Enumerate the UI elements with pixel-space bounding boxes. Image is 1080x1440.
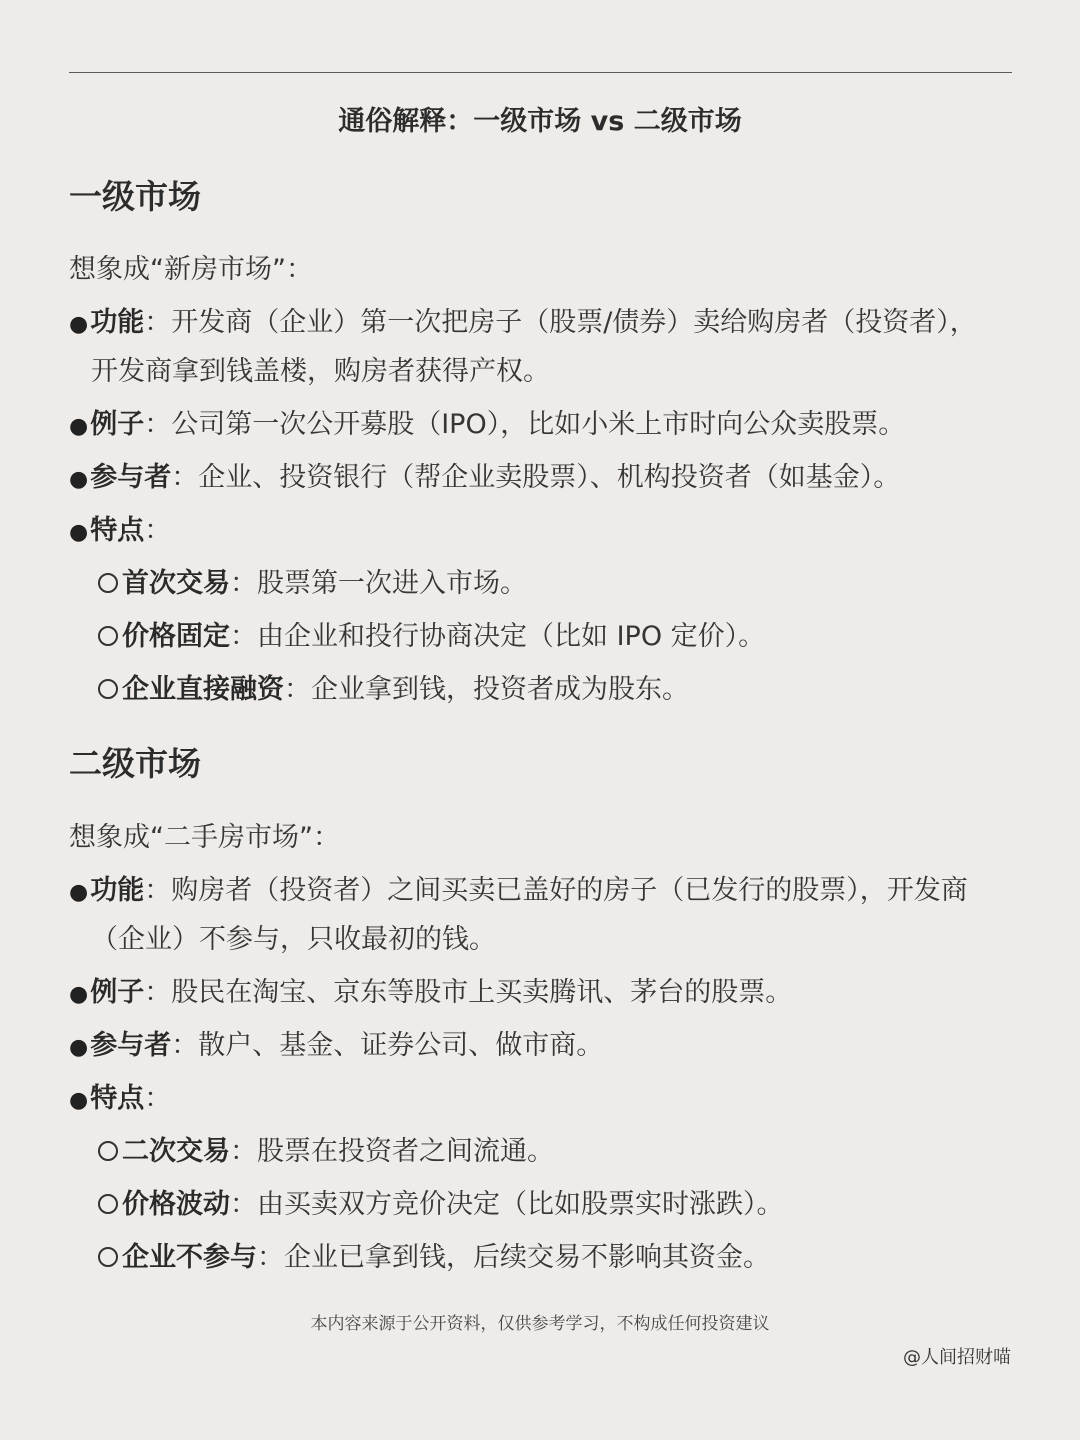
- circle-bullet-icon: [98, 1141, 118, 1161]
- feature-text: ：由企业和投行协商决定（比如 IPO 定价）。: [230, 621, 766, 652]
- bullet-icon: ●: [69, 414, 89, 439]
- bullet-icon: ●: [69, 1035, 89, 1060]
- bullet-icon: ●: [69, 1088, 89, 1113]
- feature-text: ：由买卖双方竞价决定（比如股票实时涨跌）。: [230, 1189, 784, 1220]
- secondary-example: [69, 973, 1014, 1015]
- primary-participants-label: 参与者: [90, 462, 172, 493]
- primary-feature-item: [98, 564, 1043, 604]
- secondary-function-label: 功能: [90, 875, 145, 906]
- secondary-example-text: ：股民在淘宝、京东等股市上买卖腾讯、茅台的股票。: [144, 977, 793, 1008]
- circle-bullet-icon: [98, 1247, 118, 1267]
- primary-participants-text: ：企业、投资银行（帮企业卖股票）、机构投资者（如基金）。: [171, 462, 901, 493]
- primary-market-heading: 一级市场: [69, 177, 201, 216]
- primary-participants: [69, 458, 1014, 500]
- circle-bullet-icon: [98, 1194, 118, 1214]
- feature-label: 二次交易: [122, 1136, 230, 1167]
- primary-function-continued: 开发商拿到钱盖楼，购房者获得产权。: [91, 356, 550, 387]
- circle-bullet-icon: [98, 573, 118, 593]
- secondary-features-label: 特点: [90, 1083, 145, 1114]
- feature-text: ：企业已拿到钱，后续交易不影响其资金。: [257, 1242, 770, 1273]
- primary-intro: 想象成“新房市场”：: [69, 254, 313, 285]
- secondary-features-colon: ：: [144, 1083, 172, 1114]
- primary-features-label: 特点: [90, 515, 145, 546]
- secondary-intro: 想象成“二手房市场”：: [69, 822, 340, 853]
- primary-example-label: 例子: [90, 409, 145, 440]
- primary-feature-item: [98, 617, 1043, 657]
- secondary-function-continued: （企业）不参与，只收最初的钱。: [91, 924, 496, 955]
- secondary-participants-label: 参与者: [90, 1030, 172, 1061]
- secondary-participants: [69, 1026, 1014, 1068]
- feature-label: 价格固定: [122, 621, 230, 652]
- primary-function-label: 功能: [90, 307, 145, 338]
- primary-example-text: ：公司第一次公开募股（IPO），比如小米上市时向公众卖股票。: [144, 409, 906, 440]
- feature-text: ：股票第一次进入市场。: [230, 568, 527, 599]
- feature-label: 企业直接融资: [122, 674, 284, 705]
- secondary-market-heading: 二级市场: [69, 744, 201, 783]
- bullet-icon: ●: [69, 982, 89, 1007]
- secondary-feature-item: [98, 1238, 1043, 1278]
- author-handle: @人间招财喵: [903, 1347, 1011, 1368]
- secondary-example-label: 例子: [90, 977, 145, 1008]
- secondary-feature-item: [98, 1132, 1043, 1172]
- disclaimer: 本内容来源于公开资料，仅供参考学习，不构成任何投资建议: [310, 1314, 770, 1334]
- top-divider: [69, 72, 1012, 73]
- secondary-function: [69, 871, 1014, 913]
- secondary-feature-item: [98, 1185, 1043, 1225]
- primary-features-colon: ：: [144, 515, 172, 546]
- primary-feature-item: [98, 670, 1043, 710]
- circle-bullet-icon: [98, 679, 118, 699]
- bullet-icon: ●: [69, 520, 89, 545]
- circle-bullet-icon: [98, 626, 118, 646]
- feature-text: ：股票在投资者之间流通。: [230, 1136, 554, 1167]
- feature-label: 价格波动: [122, 1189, 230, 1220]
- bullet-icon: ●: [69, 312, 89, 337]
- feature-label: 首次交易: [122, 568, 230, 599]
- secondary-participants-text: ：散户、基金、证券公司、做市商。: [171, 1030, 604, 1061]
- primary-function-text: ：开发商（企业）第一次把房子（股票/债券）卖给购房者（投资者），: [144, 307, 977, 338]
- bullet-icon: ●: [69, 880, 89, 905]
- feature-label: 企业不参与: [122, 1242, 257, 1273]
- bullet-icon: ●: [69, 467, 89, 492]
- feature-text: ：企业拿到钱，投资者成为股东。: [284, 674, 689, 705]
- primary-function: [69, 303, 1014, 345]
- primary-features: [69, 511, 1014, 553]
- secondary-function-text: ：购房者（投资者）之间买卖已盖好的房子（已发行的股票），开发商: [144, 875, 968, 906]
- page-title: 通俗解释：一级市场 vs 二级市场: [338, 106, 742, 137]
- secondary-features: [69, 1079, 1014, 1121]
- primary-example: [69, 405, 1014, 447]
